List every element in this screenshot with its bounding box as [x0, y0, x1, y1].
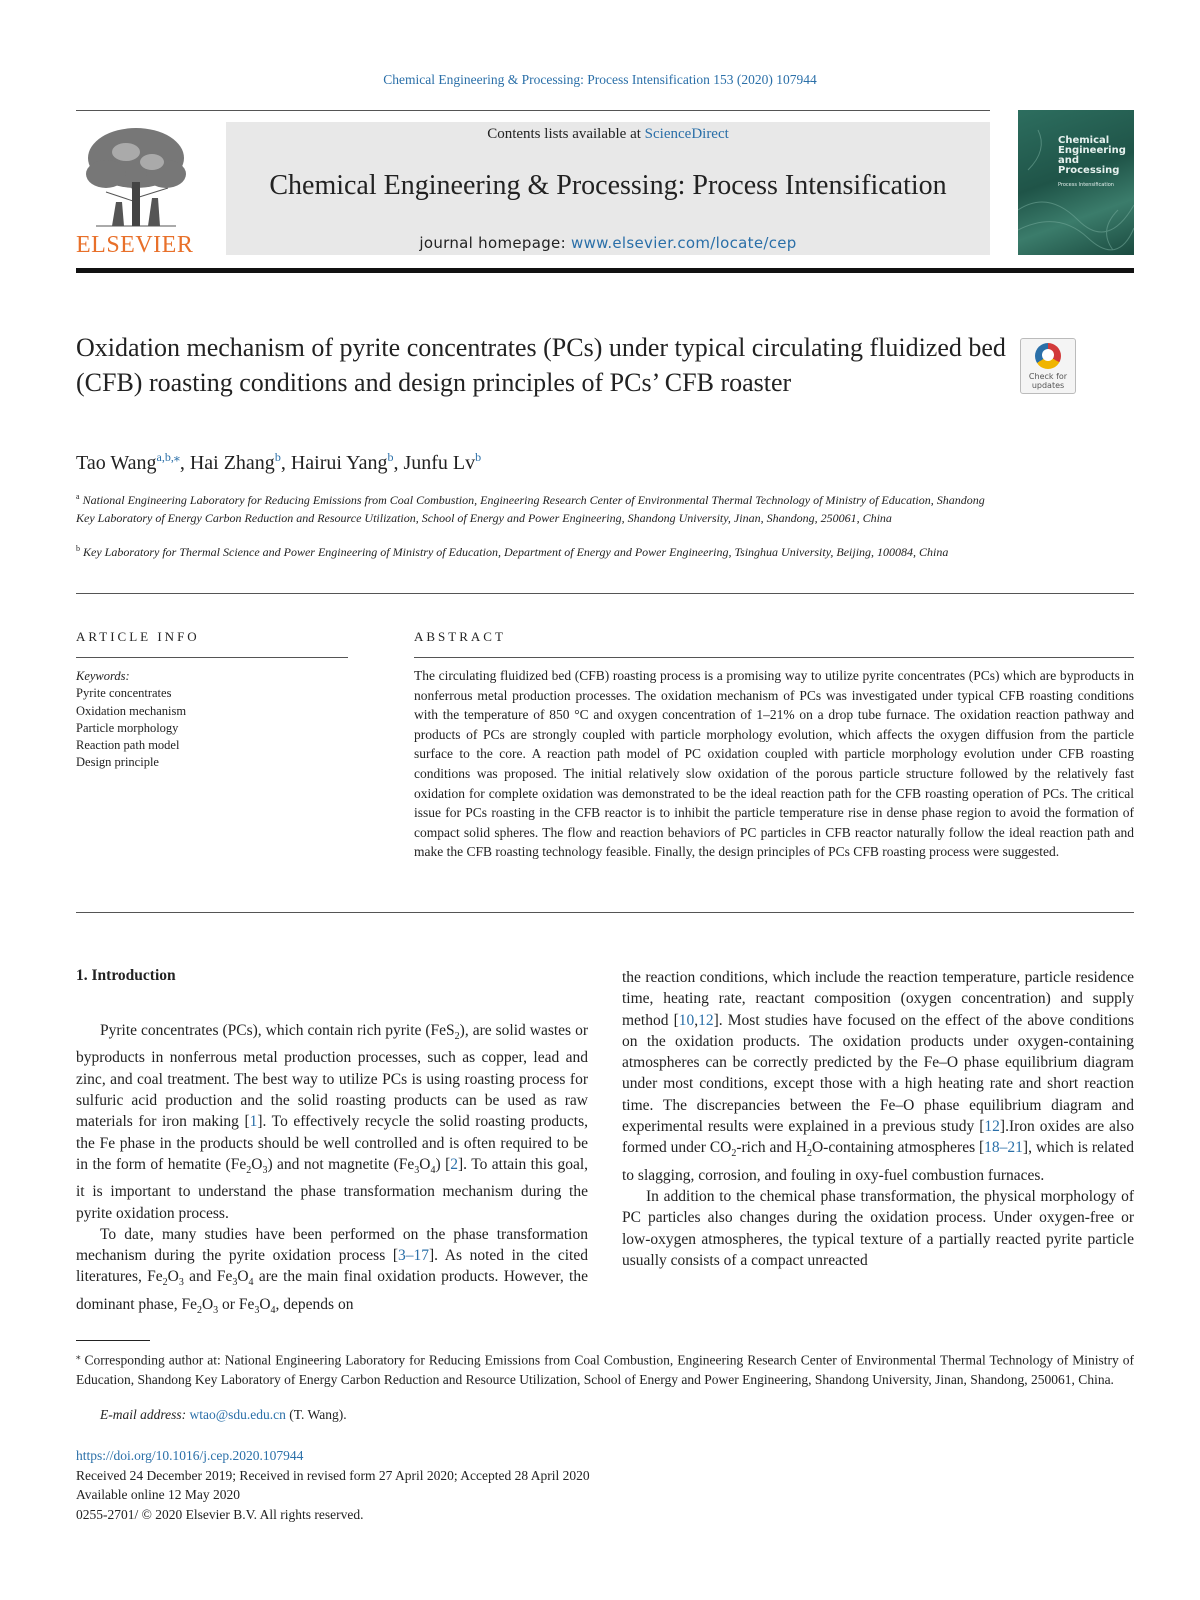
homepage-link[interactable]: www.elsevier.com/locate/cep [571, 234, 797, 252]
citation-link[interactable]: 18–21 [984, 1139, 1023, 1157]
keywords-label: Keywords: [76, 669, 130, 683]
subscript: 4 [430, 1164, 436, 1176]
badge-label: Check for updates [1028, 372, 1068, 390]
author-name: Hairui Yang [290, 452, 388, 474]
subscript: 2 [162, 1277, 168, 1289]
body-paragraph: Pyrite concentrates (PCs), which contain rich pyrite (FeS$_2$), are solid wastes or byproducts in nonferrous metal production processes, such as copper, lead and zinc, and coal treatment. The best way to utilize PCs is using roasting process for sulfuric acid production and the solid roasting products can be used as raw materials for iron making [1]. To effectively recycle the solid roasting products, the Fe phase in the products should be well controlled and is often required to be in the form of hematite $(Fe_2O_3)$ and not magnetite $(Fe_3O_4)$ [2]. To attain this goal, it is important to understand the phase transformation mechanism during the pyrite oxidation process. [76, 1022, 589, 1222]
author-name: Tao Wang [76, 452, 157, 474]
article-title: Oxidation mechanism of pyrite concentrates (PCs) under typical circulating fluidized bed (CFB) roasting conditions and design principles of PCs’ CFB roaster [76, 333, 1006, 397]
subscript: 3 [232, 1277, 238, 1289]
email-line: E-mail address: wtao@sdu.edu.cn (T. Wang). [100, 1407, 347, 1422]
citation-link[interactable]: 12 [698, 1011, 714, 1029]
crossmark-icon [1035, 343, 1061, 369]
keyword: Pyrite concentrates [76, 686, 172, 701]
publisher-name: ELSEVIER [76, 232, 194, 258]
subscript: 4 [248, 1277, 254, 1289]
subscript: 2 [454, 1031, 460, 1043]
footnote-rule [76, 1340, 150, 1341]
keyword: Oxidation mechanism [76, 703, 187, 718]
section-heading-introduction: 1. Introduction [76, 967, 176, 984]
keywords-block [76, 668, 186, 772]
citation-link[interactable]: 12 [984, 1118, 1000, 1136]
body-paragraph: To date, many studies have been performed on the phase transformation mechanism during the pyrite oxidation process [3–17]. As noted in the cited literatures, $Fe_2O_3$ and $Fe_3O_4$ are the main final oxidation products. However, the dominant phase, $Fe_2O_3$ or $Fe_3O_4$, depends on [76, 1225, 588, 1316]
article-info-rule [76, 657, 348, 658]
abstract-heading: ABSTRACT [414, 629, 506, 644]
citation-link[interactable]: 3–17 [398, 1247, 429, 1265]
subscript: 4 [270, 1304, 276, 1316]
subscript: 2 [196, 1304, 202, 1316]
subscript: 3 [213, 1304, 219, 1316]
subscript: 3 [262, 1164, 268, 1176]
doi-link[interactable]: https://doi.org/10.1016/j.cep.2020.107944 [76, 1448, 304, 1463]
email-link[interactable]: wtao@sdu.edu.cn [189, 1407, 286, 1422]
affiliation-b: $^b$ Key Laboratory for Thermal Science and Power Engineering of Ministry of Education, Department of Energy and Power Engineering, Tsinghua University, Beijing, 100084, China [76, 544, 949, 559]
article-info-heading: ARTICLE INFO [76, 629, 200, 644]
header-divider [76, 110, 990, 111]
section-divider [76, 593, 1134, 594]
author-affiliation-mark[interactable]: b [274, 450, 281, 464]
journal-cover-image [1018, 110, 1134, 255]
corresponding-author-note: ⁎ Corresponding author at: National Engineering Laboratory for Reducing Emissions from Coal Combustion, Engineering Research Center of Environmental Thermal Technology of Ministry of Education, Shandong Key Laboratory of Energy Carbon Reduction and Resource Utilization, School of Energy and Power Engineering, Shandong University, Jinan, Shandong, 250061, China. [76, 1351, 1134, 1387]
author-affiliation-mark[interactable]: b [387, 450, 394, 464]
keyword: Reaction path model [76, 738, 180, 753]
citation-link[interactable]: 1 [249, 1113, 258, 1131]
author-name: Hai Zhang [189, 452, 275, 474]
subscript: 2 [246, 1164, 252, 1176]
header-thick-rule [76, 268, 1134, 273]
body-paragraph: In addition to the chemical phase transformation, the physical morphology of PC particles also changes during the oxidation process. Under oxygen-free or low-oxygen atmospheres, the typical texture of a partially reacted pyrite particle usually consists of a compact unreacted [622, 1188, 1134, 1269]
contents-line: Contents lists available at ScienceDirect [487, 126, 729, 142]
cover-title: Chemical Engineering and Processing [1058, 135, 1126, 176]
body-column-right [622, 967, 1134, 1271]
article-metadata [76, 1446, 590, 1524]
journal-banner [226, 122, 990, 255]
author-affiliation-mark[interactable]: b [475, 450, 482, 464]
available-online: Available online 12 May 2020 [76, 1487, 240, 1502]
keyword: Design principle [76, 755, 159, 770]
abstract-bottom-rule [76, 912, 1134, 913]
body-paragraph: the reaction conditions, which include the reaction temperature, particle residence time, heating rate, reactant composition (oxygen concentration) and supply method [10,12]. Most studies have focused on the effect of the above conditions on the oxidation products. The oxidation products under oxygen-containing atmospheres can be correctly predicted by the Fe–O phase equilibrium diagram under most conditions, except those with a high heating rate and short reaction time. The discrepancies between the Fe–O phase equilibrium diagram and experimental results were explained in a previous study [12].Iron oxides are also formed under $CO_2$-rich and $H_2O$-containing atmospheres [18–21], which is related to slagging, corrosion, and fouling in oxy-fuel combustion furnaces. [622, 969, 1135, 1184]
homepage-line: journal homepage: www.elsevier.com/locate/cep [419, 234, 797, 252]
journal-title: Chemical Engineering & Processing: Process Intensification [269, 170, 947, 201]
copyright: 0255-2701/ © 2020 Elsevier B.V. All rights reserved. [76, 1506, 364, 1522]
abstract-rule [414, 657, 1134, 658]
subscript: 3 [414, 1164, 420, 1176]
journal-reference[interactable]: Chemical Engineering & Processing: Process Intensification 153 (2020) 107944 [383, 72, 817, 87]
subscript: 2 [731, 1148, 737, 1160]
cover-subtitle: Process Intensification [1058, 182, 1114, 188]
sciencedirect-link[interactable]: ScienceDirect [644, 126, 729, 142]
abstract-text: The circulating fluidized bed (CFB) roasting process is a promising way to utilize pyrite concentrates (PCs) which are byproducts in nonferrous metal production processes. The oxidation mechanism of PCs was investigated under typical CFB roasting conditions with the temperature of 850 °C and oxygen concentration of 1–21% on a drop tube furnace. The oxidation reaction pathway and products of PCs are strongly coupled with particle morphology evolution, which affects the oxygen diffusion from the particle surface to the core. A reaction path model of PC oxidation coupled with particle morphology evolution under CFB roasting conditions was proposed. The initial relatively slow oxidation of the porous particle structure followed by the relatively fast oxidation for complete oxidation was demonstrated to be the ideal reaction path for the CFB roasting operation of PCs. The critical issue for PCs roasting in the CFB reactor is to inhibit the particle temperature rise in dense phase region to avoid the formation of compact solid spheres. The flow and reaction behaviors of PC particles in CFB reactor naturally follow the ideal reaction path and make the CFB roasting technology feasible. Finally, the design principles of PCs CFB roasting process were suggested. [414, 668, 1134, 860]
check-for-updates-button[interactable] [1020, 338, 1076, 394]
citation-link[interactable]: 2 [450, 1155, 459, 1173]
keyword: Particle morphology [76, 720, 179, 735]
author-affiliation-mark[interactable]: a,b,⁎ [156, 450, 180, 464]
citation-link[interactable]: 10 [678, 1011, 695, 1029]
subscript: 2 [806, 1148, 812, 1160]
body-column-left [76, 1020, 588, 1321]
author-name: Junfu Lv [403, 452, 476, 474]
affiliation-a: $^a$ National Engineering Laboratory for Reducing Emissions from Coal Combustion, Engineering Research Center of Environmental Thermal Technology of Ministry of Education, Shandong Key Laboratory of Energy Carbon Reduction and Resource Utilization, School of Energy and Power Engineering, Shandong University, Jinan, Shandong, 250061, China [76, 492, 985, 525]
subscript: 3 [254, 1304, 260, 1316]
received-dates: Received 24 December 2019; Received in revised form 27 April 2020; Accepted 28 April 2020 [76, 1467, 590, 1483]
subscript: 3 [178, 1277, 184, 1289]
author-list: Tao Wang$^{a,b,⁎}$, Hai Zhang$^b$, Hairui Yang$^b$, Junfu Lv$^b$ [76, 450, 482, 474]
